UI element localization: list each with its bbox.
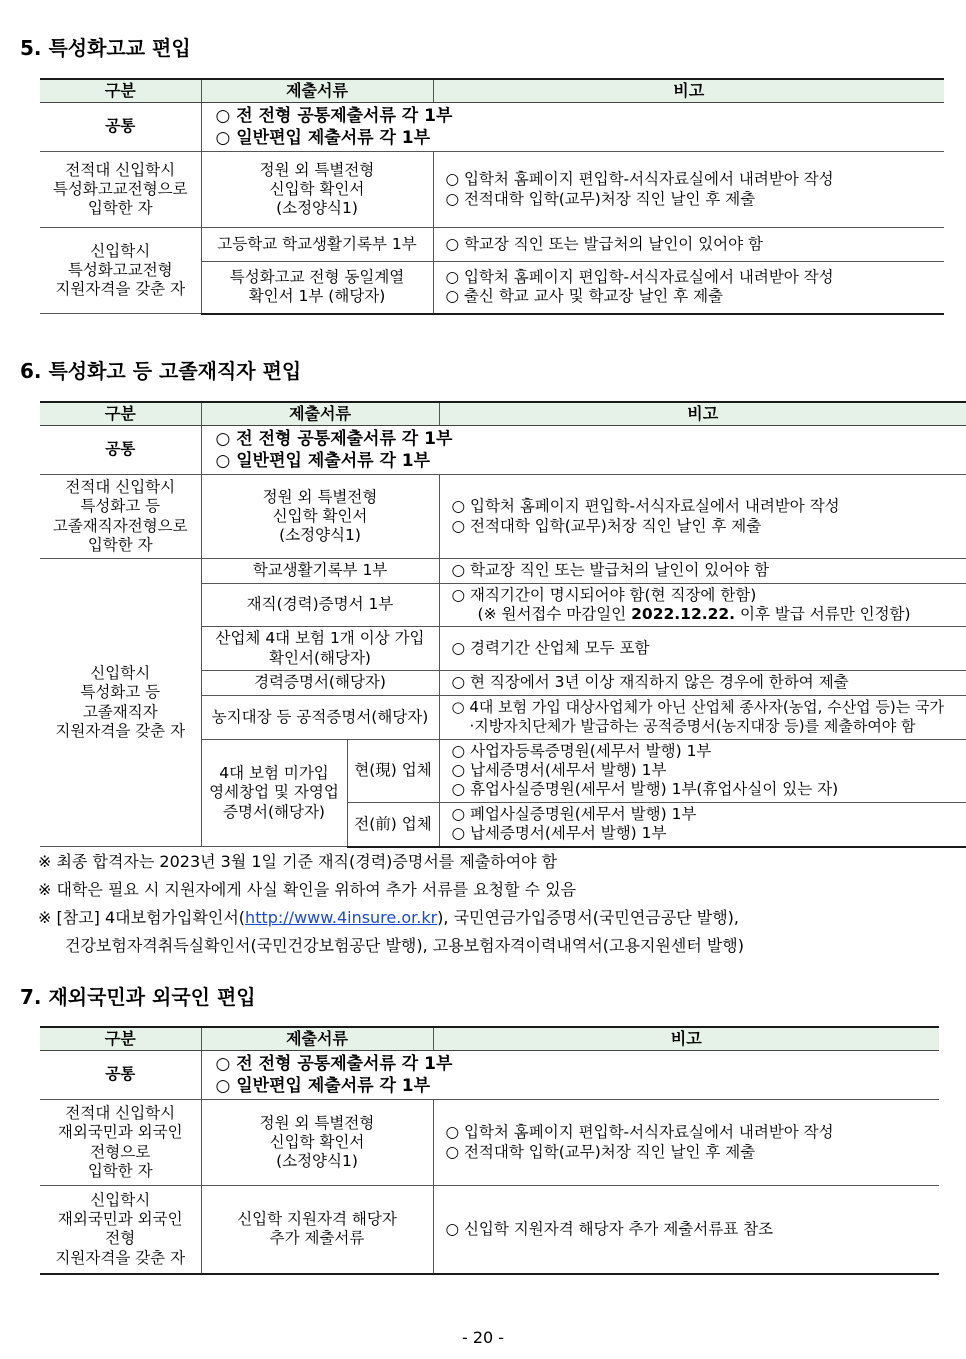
doc-career-certificate: 경력증명서(해당자) xyxy=(201,671,439,695)
note-employment-certificate: ○ 재직기간이 명시되어야 함(현 직장에 한함) (※ 원서접수 마감일인 2022.12.22. 이후 발급 서류만 인정함) xyxy=(439,583,966,627)
footnote-2: ※ 대학은 필요 시 지원자에게 사실 확인을 위하여 추가 서류를 요청할 수 있음 xyxy=(38,880,577,899)
doc-public-certificate: 농지대장 등 공적증명서(해당자) xyxy=(201,695,439,739)
header-documents: 제출서류 xyxy=(201,79,433,103)
note-previous-business: ○ 폐업사실증명원(세무서 발행) 1부 ○ 납세증명서(세무서 발행) 1부 xyxy=(439,802,966,846)
common-label: 공통 xyxy=(40,1051,201,1100)
row-label-transferred: 전적대 신입학시 특성화고 등 고졸재직자전형으로 입학한 자 xyxy=(40,475,201,559)
footnote-1: ※ 최종 합격자는 2023년 3월 1일 기준 재직(경력)증명서를 제출하여야 함 xyxy=(38,852,558,871)
header-documents: 제출서류 xyxy=(201,1027,433,1051)
note-admission-confirmation: ○ 입학처 홈페이지 편입학-서식자료실에서 내려받아 작성 ○ 전적대학 입학(교무)처장 직인 날인 후 제출 xyxy=(433,152,944,228)
note-public-certificate: ○ 4대 보험 가입 대상사업체가 아닌 산업체 종사자(농업, 수산업 등)는 국가 ·지방자치단체가 발급하는 공적증명서(농지대장 등)를 제출하여야 함 xyxy=(439,695,966,739)
common-label: 공통 xyxy=(40,426,201,475)
section-7-table xyxy=(40,1026,939,1275)
doc-additional-documents: 신입학 지원자격 해당자 추가 제출서류 xyxy=(201,1186,433,1274)
common-label: 공통 xyxy=(40,103,201,152)
note-same-field-confirmation: ○ 입학처 홈페이지 편입학-서식자료실에서 내려받아 작성 ○ 출신 학교 교사 및 학교장 날인 후 제출 xyxy=(433,262,944,314)
note-admission-confirmation: ○ 입학처 홈페이지 편입학-서식자료실에서 내려받아 작성 ○ 전적대학 입학(교무)처장 직인 날인 후 제출 xyxy=(439,475,966,559)
doc-self-employed-certificate: 4대 보험 미가입 영세창업 및 자영업 증명서(해당자) xyxy=(201,739,347,846)
sub-current-business: 현(現) 업체 xyxy=(347,739,439,802)
common-documents: ○ 전 전형 공통제출서류 각 1부 ○ 일반편입 제출서류 각 1부 xyxy=(201,103,944,152)
common-documents: ○ 전 전형 공통제출서류 각 1부 ○ 일반편입 제출서류 각 1부 xyxy=(201,1051,939,1100)
footnote-3: ※ [참고] 4대보험가입확인서(http://www.4insure.or.kr), 국민연금가입증명서(국민연금공단 발행), xyxy=(38,908,739,927)
section-7-title: 7. 재외국민과 외국인 편입 xyxy=(20,985,256,1009)
note-insurance-confirmation: ○ 경력기간 산업체 모두 포함 xyxy=(439,627,966,671)
sub-previous-business: 전(前) 업체 xyxy=(347,802,439,846)
header-category: 구분 xyxy=(40,79,201,103)
note-current-business: ○ 사업자등록증명원(세무서 발행) 1부 ○ 납세증명서(세무서 발행) 1부 ○ 휴업사실증명원(세무서 발행) 1부(휴업사실이 있는 자) xyxy=(439,739,966,802)
doc-admission-confirmation: 정원 외 특별전형 신입학 확인서 (소정양식1) xyxy=(201,1100,433,1186)
section-6-title: 6. 특성화고 등 고졸재직자 편입 xyxy=(20,359,302,383)
section-6-table xyxy=(40,401,966,848)
header-remarks: 비고 xyxy=(433,79,944,103)
footnote-4: 건강보험자격취득실확인서(국민건강보험공단 발행), 고용보험자격이력내역서(고용지원센터 발행) xyxy=(65,936,745,955)
row-label-qualified: 신입학시 특성화고 등 고졸재직자 지원자격을 갖춘 자 xyxy=(40,559,201,847)
doc-employment-certificate: 재직(경력)증명서 1부 xyxy=(201,583,439,627)
page-number: - 20 - xyxy=(461,1328,505,1347)
row-label-qualified: 신입학시 특성화고교전형 지원자격을 갖춘 자 xyxy=(40,228,201,314)
doc-same-field-confirmation: 특성화고교 전형 동일계열 확인서 1부 (해당자) xyxy=(201,262,433,314)
insurance-link[interactable]: http://www.4insure.or.kr xyxy=(245,908,438,927)
section-5-table xyxy=(40,78,944,315)
note-career-certificate: ○ 현 직장에서 3년 이상 재직하지 않은 경우에 한하여 제출 xyxy=(439,671,966,695)
doc-school-record: 고등학교 학교생활기록부 1부 xyxy=(201,228,433,262)
note-school-record: ○ 학교장 직인 또는 발급처의 날인이 있어야 함 xyxy=(439,559,966,583)
note-admission-confirmation: ○ 입학처 홈페이지 편입학-서식자료실에서 내려받아 작성 ○ 전적대학 입학(교무)처장 직인 날인 후 제출 xyxy=(433,1100,939,1186)
footnotes xyxy=(38,848,744,960)
header-documents: 제출서류 xyxy=(201,402,439,426)
common-documents: ○ 전 전형 공통제출서류 각 1부 ○ 일반편입 제출서류 각 1부 xyxy=(201,426,966,475)
section-5-title: 5. 특성화고교 편입 xyxy=(20,36,191,60)
note-school-record: ○ 학교장 직인 또는 발급처의 날인이 있어야 함 xyxy=(433,228,944,262)
row-label-transferred: 전적대 신입학시 재외국민과 외국인 전형으로 입학한 자 xyxy=(40,1100,201,1186)
row-label-qualified: 신입학시 재외국민과 외국인 전형 지원자격을 갖춘 자 xyxy=(40,1186,201,1274)
doc-admission-confirmation: 정원 외 특별전형 신입학 확인서 (소정양식1) xyxy=(201,475,439,559)
header-remarks: 비고 xyxy=(439,402,966,426)
doc-insurance-confirmation: 산업체 4대 보험 1개 이상 가입 확인서(해당자) xyxy=(201,627,439,671)
note-additional-documents: ○ 신입학 지원자격 해당자 추가 제출서류표 참조 xyxy=(433,1186,939,1274)
row-label-transferred: 전적대 신입학시 특성화고교전형으로 입학한 자 xyxy=(40,152,201,228)
doc-admission-confirmation: 정원 외 특별전형 신입학 확인서 (소정양식1) xyxy=(201,152,433,228)
header-category: 구분 xyxy=(40,402,201,426)
header-remarks: 비고 xyxy=(433,1027,939,1051)
header-category: 구분 xyxy=(40,1027,201,1051)
doc-school-record: 학교생활기록부 1부 xyxy=(201,559,439,583)
